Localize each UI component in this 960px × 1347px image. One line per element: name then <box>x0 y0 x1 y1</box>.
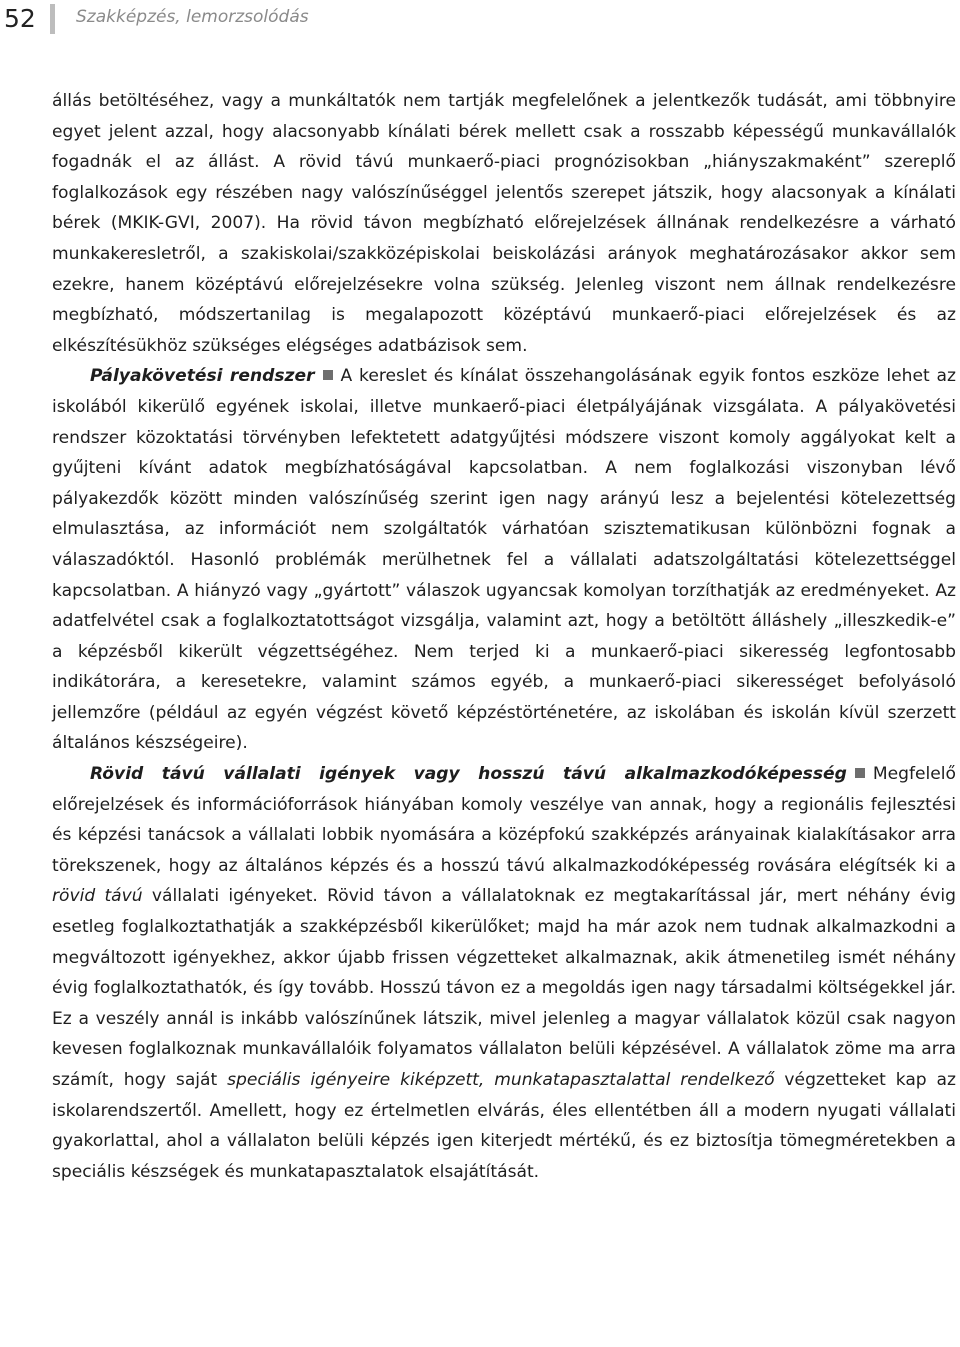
section-heading-rovid-tavu: Rövid távú vállalati igények vagy hosszú távú alkalmazkodóképesség <box>90 764 847 785</box>
body-text <box>52 86 956 1187</box>
paragraph-3-text-a: Megfelelő előrejelzések és információforrások hiányában komoly veszélye van annak, hogy a regionális fejlesztési és képzési tanácsok a vállalati lobbik nyomására a középfokú szakképzés arányainak kialakításakor arra törekszenek, hogy az általános képzés és a hosszú távú alkalmazkodóképesség rovására elégítsék ki a <box>52 764 956 876</box>
emphasis-rovid-tavu: rövid távú <box>52 886 143 907</box>
emphasis-specialis-igenyeire: speciális igényeire kiképzett, munkatapasztalattal rendelkező <box>227 1070 775 1090</box>
paragraph-3 <box>52 759 956 1187</box>
section-heading-palyakovetesi: Pályakövetési rendszer <box>90 366 315 387</box>
paragraph-2 <box>52 361 956 759</box>
paragraph-2-text: A kereslet és kínálat összehangolásának egyik fontos eszköze lehet az iskolából kikerülő egyének iskolai, illetve munkaerő-piaci életpályájának vizsgálata. A pályakövetési rendszer közoktatási törvényben lefektetett adatgyűjtési módszere viszont komoly aggályokat kelt a gyűjteni kívánt adatok megbízhatóságával kapcsolatban. A nem foglalkozási viszonyban lévő pályakezdők között minden valószínűség szerint igen nagy arányú lesz a bejelentési kötelezettség elmulasztása, az információt nem szolgáltatók várhatóan szisztematikusan különbözni fognak a válaszadóktól. Hasonló problémák merülhetnek fel a vállalati adatszolgáltatási kötelezettséggel kapcsolatban. A hiányzó vagy „gyártott” válaszok ugyancsak komolyan torzíthatják az eredményeket. Az adatfelvétel csak a foglalkoztatottságot vizsgálja, valamint azt, hogy a betöltött álláshely „illeszkedik-e” a képzésből kikerült végzettségéhez. Nem terjed ki a munkaerő-piaci sikeresség legfontosabb indikátorára, a keresetekre, valamint számos egyéb, a munkaerő-piaci sikerességet befolyásoló jellemzőre (például az egyén végzést követő képzéstörténetére, az iskolában és iskolán kívül szerzett általános készségeire). <box>52 366 956 754</box>
square-bullet-icon <box>855 768 865 778</box>
running-head: Szakképzés, lemorzsolódás <box>76 7 309 27</box>
square-bullet-icon <box>323 370 333 380</box>
paragraph-3-text-b: vállalati igényeket. Rövid távon a vállalatoknak ez megtakarítással jár, mert néhány évig esetleg foglalkoztathatják a szakképzésből kikerülőket; majd ha már azok nem tudnak alkalmazkodni a megváltozott igényekhez, akkor újabb frissen végzetteket alkalmaznak, akik átmenetileg ismét néhány évig foglalkoztathatók, és így tovább. Hosszú távon ez a megoldás igen nagy társadalmi költségekkel jár. Ez a veszély annál is inkább valószínűnek látszik, mivel jelenleg a magyar vállalatok közül csak nagyon kevesen foglalkoznak munkavállalóik folyamatos vállalaton belüli képzésével. A vállalatok zöme ma arra számít, hogy saját <box>52 886 956 1090</box>
page-header <box>0 0 960 40</box>
page-number: 52 <box>4 4 36 33</box>
paragraph-1-text: állás betöltéséhez, vagy a munkáltatók nem tartják megfelelőnek a jelentkezők tudását, ami többnyire egyet jelent azzal, hogy alacsonyabb kínálati bérek mellett csak a rosszabb képességű munkavállalók fogadnák el az állást. A rövid távú munkaerő-piaci prognózisokban „hiányszakmaként” szereplő foglalkozások egy részében nagy valószínűséggel jelentős szerepet játszik, hogy alacsonyak a kínálati bérek (MKIK-GVI, 2007). Ha rövid távon megbízható előrejelzések állnának rendelkezésre a várható munkakeresletről, a szakiskolai/szakközépiskolai beiskolázási arányok meghatározásakor akkor sem ezekre, hanem középtávú előrejelzésekre volna szükség. Jelenleg viszont nem állnak rendelkezésre megbízható, módszertanilag is megalapozott középtávú munkaerő-piaci előrejelzések és az elkészítésükhöz szükséges elégséges adatbázisok sem. <box>52 91 956 356</box>
paragraph-3-text-c: végzetteket kap az iskolarendszertől. Amellett, hogy ez értelmetlen elvárás, éles ellentétben áll a modern nyugati vállalati gyakorlattal, ahol a vállalaton belüli képzés igen kiterjedt mértékű, és ez biztosítja tömegméretekben a speciális készségek és munkatapasztalatok elsajátítását. <box>52 1070 956 1182</box>
header-divider <box>50 4 55 34</box>
paragraph-1 <box>52 86 956 361</box>
